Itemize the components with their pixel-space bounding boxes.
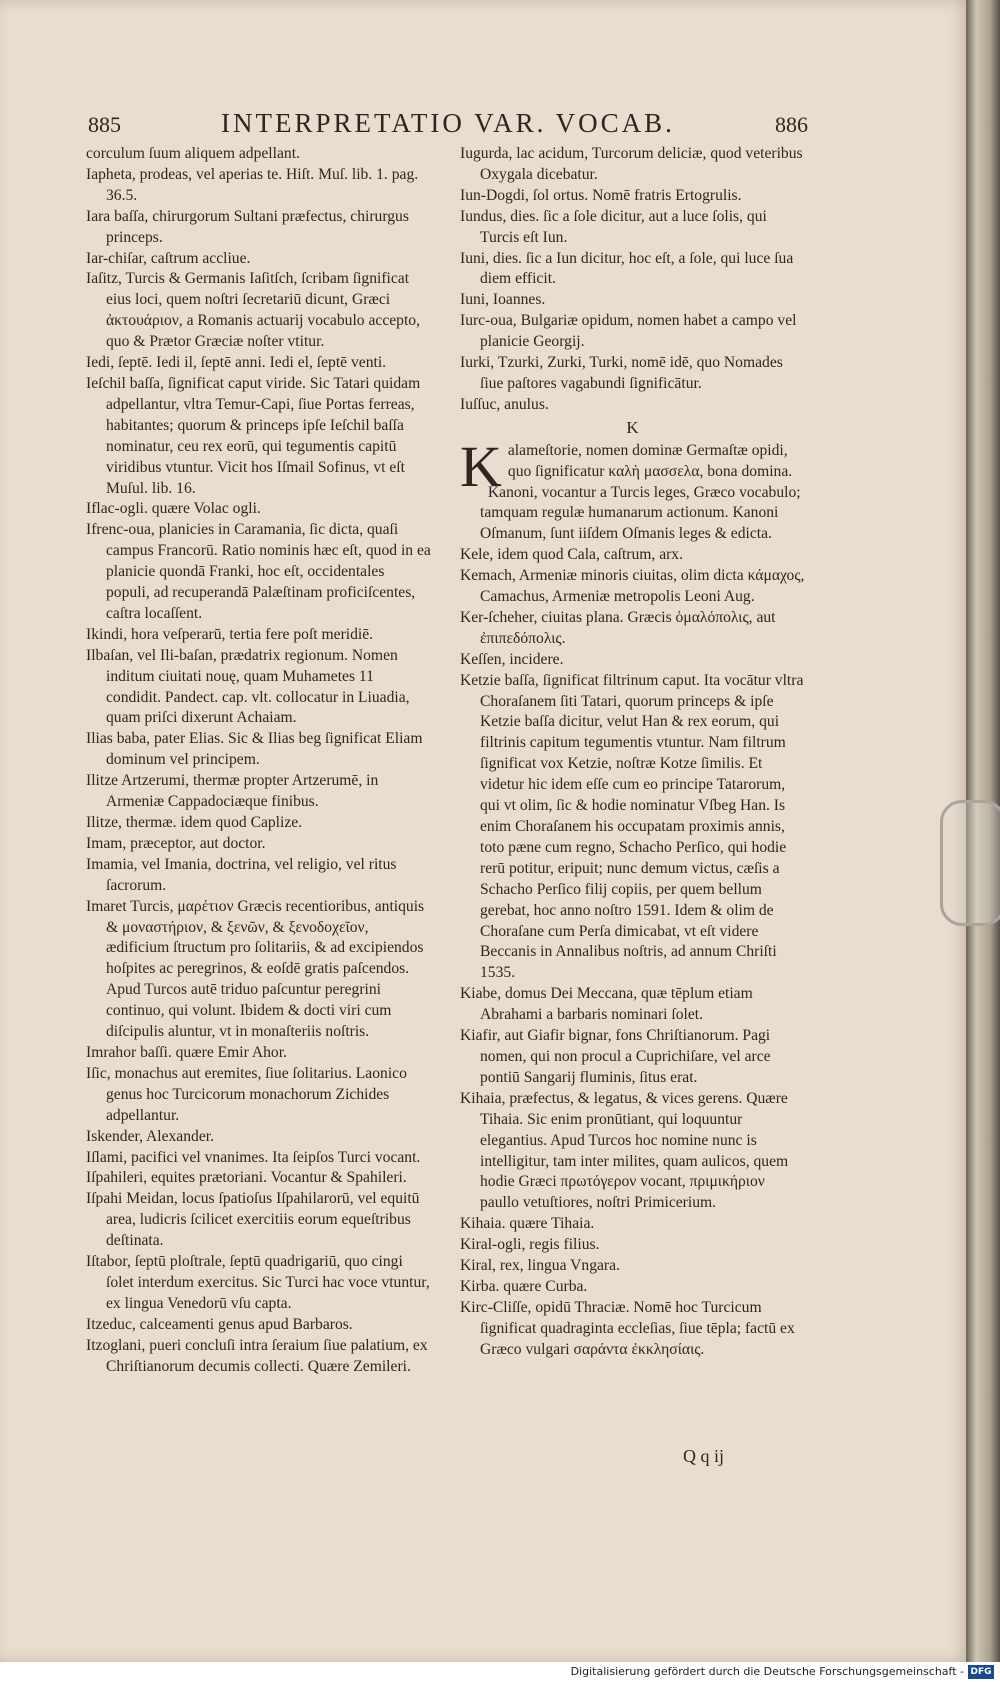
dictionary-entry: Kiral-ogli, regis filius. xyxy=(460,1236,600,1254)
dictionary-entry: Keſſen, incidere. xyxy=(460,650,564,668)
dictionary-entry: Ketzie baſſa, ſignificat filtrinum caput. Ita vocātur vltra Choraſanem ſiti Tatari, quorum princeps & ipſe Ketzie baſſa dicitur, velut Han & rex eorum, qui filtrinis capitum tegumentis vtuntur. Nam filtrum ſignificat vox Ketzie, noſtræ Kotze ſimilis. Et videtur hic idem eſſe cum eo principe Tatarorum, qui vt olim, ſic & hodie nominatur Vſbeg Han. Is enim Choraſanem his occupatam proximis annis, toto pæne cum regno, Schacho Perſico, qui hodie rerū potitur, eripuit; nunc demum victus, cæſis a Schacho Perſico filij copiis, per quem bellum gerebat, hoc anno noſtro 1591. Idem & olim de Choraſane cum Perſa dimicabat, vt eſt videre Beccanis in Annalibus noſtris, ad annum Chriſti 1535. xyxy=(460,671,804,982)
dictionary-entry: Kele, idem quod Cala, caſtrum, arx. xyxy=(460,546,684,564)
dictionary-entry: Kiral, rex, lingua Vngara. xyxy=(460,1257,620,1275)
dictionary-entry: Ilitze Artzerumi, thermæ propter Artzerumē, in Armeniæ Cappadociæque finibus. xyxy=(86,772,379,811)
left-column xyxy=(86,144,431,1377)
section-letter-heading: K xyxy=(626,417,639,437)
dictionary-entry: Itzeduc, calceamenti genus apud Barbaros. xyxy=(86,1315,353,1333)
dictionary-entry: Iſlami, pacifici vel vnanimes. Ita ſeipſos Turci vocant. xyxy=(86,1148,421,1166)
dictionary-entry: Itzoglani, pueri concluſi intra ſeraium ſiue palatium, ex Chriſtianorum decumis collecti. Quære Zemileri. xyxy=(86,1336,428,1375)
right-column-bottom-entries xyxy=(460,483,805,1361)
dictionary-entry: Kemach, Armeniæ minoris ciuitas, olim dicta κάμαχος, Camachus, Armeniæ metropolis Leoni Aug. xyxy=(460,567,805,606)
dictionary-entry: Iaſitz, Turcis & Germanis Iaſitſch, ſcribam ſignificat eius loci, quem noſtri ſecretariū dicunt, Græci ἀκτουάριον, a Romanis actuarij vocabulo accepto, quo & Prætor Græciæ noſter vtitur. xyxy=(86,270,420,351)
dictionary-entry: Imaret Turcis, μαρέτιον Græcis recentioribus, antiquis & μοναστήριον, & ξενῶν, & ξενοδοχεῖον, ædificium ſtructum pro ſolitariis, & ad excipiendos hoſpites ac peregrinos, & eoſdē gratis paſcendos. Apud Turcos autē triduo paſcuntur peregrini continuo, qui volunt. Ibidem & docti viri cum diſcipulis aluntur, vt in monaſteriis noſtris. xyxy=(86,897,425,1041)
dictionary-entry: Ifrenc-oua, planicies in Caramania, ſic dicta, quaſi campus Francorū. Ratio nominis hæc eſt, quod in ea planicie quondā Franki, hoc eſt, occidentales populi, ad recuperandā Palæſtinam proficiſcentes, caſtra locaſſent. xyxy=(86,521,431,622)
dictionary-entry: Iundus, dies. ſic a ſole dicitur, aut a luce ſolis, qui Turcis eſt Iun. xyxy=(460,207,767,246)
dictionary-entry: Ilias baba, pater Elias. Sic & Ilias beg ſignificat Eliam dominum vel principem. xyxy=(86,730,423,769)
dictionary-entry: Iara baſſa, chirurgorum Sultani præfectus, chirurgus princeps. xyxy=(86,207,409,246)
dictionary-entry: Iar-chiſar, caſtrum accliue. xyxy=(86,249,251,267)
page-clip xyxy=(940,800,1000,926)
dictionary-entry: Iskender, Alexander. xyxy=(86,1127,214,1145)
dictionary-entry: Kirc-Cliſſe, opidū Thraciæ. Nomē hoc Turcicum ſignificat quadraginta eccleſias, ſiue tēpla; factū ex Græco vulgari σαράντα ἐκκλησίαις. xyxy=(460,1298,795,1358)
dictionary-entry: Iuni, dies. ſic a Iun dicitur, hoc eſt, a ſole, qui luce ſua diem efficit. xyxy=(460,249,794,288)
page-number-right: 886 xyxy=(775,112,808,137)
first-k-entry-text: alameſtorie, nomen dominæ Germaſtæ opidi, quo ſignificatur καλὴ μασσελα, bona domina. xyxy=(507,441,793,480)
dfg-logo: DFG xyxy=(968,1665,994,1679)
dictionary-entry: Ikindi, hora veſperarū, tertia fere poſt meridiē. xyxy=(86,625,374,643)
dictionary-entry: Iugurda, lac acidum, Turcorum deliciæ, quod veteribus Oxygala dicebatur. xyxy=(460,145,803,183)
page-header xyxy=(88,108,808,144)
right-column xyxy=(460,144,805,1361)
dictionary-entry: Iuſſuc, anulus. xyxy=(460,395,549,413)
signature-mark: Q q ij xyxy=(683,1446,725,1466)
dictionary-entry: Kihaia, præfectus, & legatus, & vices gerens. Quære Tihaia. Sic enim pronūtiant, qui loquuntur elegantius. Apud Turcos hoc nomine nunc is intelligitur, tam inter milites, quam aulicos, quem hodie Græci πρωτόγερον vocant, πριμικήριον paullo vetuſtiores, noſtri Primicerium. xyxy=(460,1089,789,1212)
dictionary-entry: Kanoni, vocantur a Turcis leges, Græco vocabulo; tamquam regulæ humanarum actionum. Kanoni Oſmanum, ſunt iiſdem Oſmanis leges & edicta. xyxy=(480,483,801,543)
dictionary-entry: Iſic, monachus aut eremites, ſiue ſolitarius. Laonico genus hoc Turcicorum monachorum Zichides adpellantur. xyxy=(86,1064,407,1124)
dictionary-entry: Iurki, Tzurki, Zurki, Turki, nomē idē, quo Nomades ſiue paſtores vagabundi ſignificātur. xyxy=(460,354,783,392)
dictionary-entry: Imrahor baſſi. quære Emir Ahor. xyxy=(86,1043,287,1061)
dictionary-entry: Kihaia. quære Tihaia. xyxy=(460,1215,595,1233)
dictionary-entry: Kirba. quære Curba. xyxy=(460,1277,588,1295)
right-column-top-entries xyxy=(460,144,805,416)
dictionary-entry: Kiabe, domus Dei Meccana, quæ tēplum etiam Abrahami a barbaris nominari ſolet. xyxy=(460,985,753,1024)
dictionary-entry: Iſtabor, ſeptū ploſtrale, ſeptū quadrigariū, quo cingi ſolet interdum exercitus. Sic Turci hac voce vtuntur, ex lingua Venedorū vſu capta. xyxy=(86,1253,430,1312)
footer-credit: Digitalisierung gefördert durch die Deutsche Forschungsgemeinschaft - xyxy=(570,1665,964,1678)
dictionary-entry: Iuni, Ioannes. xyxy=(460,291,546,309)
dictionary-entry: Kiafir, aut Giafir bignar, fons Chriſtianorum. Pagi nomen, qui non procul a Cuprichiſare, vel arce pontiū Sangarij fluminis, ſitus erat. xyxy=(460,1027,771,1086)
dictionary-entry: Iflac-ogli. quære Volac ogli. xyxy=(86,500,261,518)
first-k-entry xyxy=(460,433,805,499)
dictionary-entry: Imamia, vel Imania, doctrina, vel religio, vel ritus ſacrorum. xyxy=(86,855,397,894)
dictionary-entry: Iſpahileri, equites prætoriani. Vocantur & Spahileri. xyxy=(86,1169,407,1187)
dictionary-entry: Ieſchil baſſa, ſignificat caput viride. Sic Tatari quidam adpellantur, vltra Temur-Capi, ſiue Portas ferreas, habitantes; quorum & princeps ipſe Ieſchil baſſa nominatur, ceu rex eorū, qui tegumentis capitū viridibus vtuntur. Vicit hos Iſmail Sofinus, vt eſt Muſul. lib. 16. xyxy=(86,374,421,497)
dictionary-entry: Iſpahi Meidan, locus ſpatioſus Iſpahilarorū, vel equitū area, ludicris ſcilicet exercitiis eorum equeſtribus deſtinata. xyxy=(86,1190,420,1250)
dictionary-entry: Iurc-oua, Bulgariæ opidum, nomen habet a campo vel planicie Georgij. xyxy=(460,312,797,351)
dictionary-entry: Iapheta, prodeas, vel aperias te. Hiſt. Muſ. lib. 1. pag. 36.5. xyxy=(86,165,419,204)
dictionary-entry: corculum ſuum aliquem adpellant. xyxy=(86,145,300,162)
dictionary-entry: Ker-ſcheher, ciuitas plana. Græcis ὁμαλόπολις, aut ἐπιπεδόπολις. xyxy=(460,608,776,647)
dictionary-entry: Ilitze, thermæ. idem quod Caplize. xyxy=(86,814,303,831)
drop-cap: K xyxy=(460,433,502,499)
dictionary-entry: Iedi, ſeptē. Iedi il, ſeptē anni. Iedi el, ſeptē venti. xyxy=(86,354,387,372)
dictionary-entry: Imam, præceptor, aut doctor. xyxy=(86,834,266,852)
dictionary-entry: Ilbaſan, vel Ili-baſan, prædatrix regionum. Nomen inditum ciuitati nouę, quam Muhametes 11 condidit. Pandect. cap. vlt. collocatur in Liuadia, quam priſci dixerunt Achaiam. xyxy=(86,646,410,727)
dictionary-entry: Iun-Dogdi, ſol ortus. Nomē fratris Ertogrulis. xyxy=(460,186,742,204)
digitization-footer xyxy=(0,1662,1000,1682)
page-number-left: 885 xyxy=(88,112,121,137)
running-title: INTERPRETATIO VAR. VOCAB. xyxy=(221,108,675,138)
